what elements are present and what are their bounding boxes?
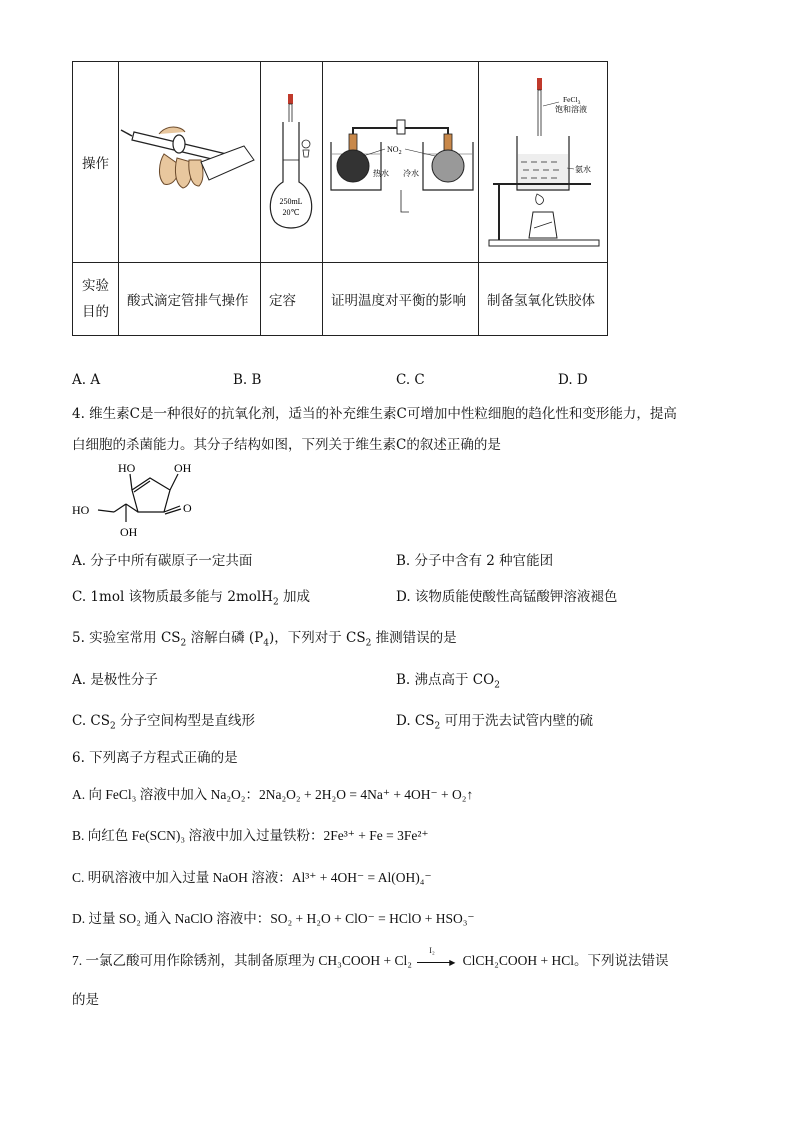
- q5-option-b-pre: B. 沸点高于 CO: [396, 672, 495, 688]
- q5-option-b[interactable]: [396, 668, 500, 691]
- q4-stem-line2: 白细胞的杀菌能力。其分子结构如图，下列关于维生素C的叙述正确的是: [72, 437, 501, 453]
- purpose-a: 酸式滴定管排气操作: [119, 263, 261, 336]
- hot-water-label: 热水: [373, 169, 389, 178]
- ammonia-label: 氨水: [575, 165, 591, 174]
- q5-option-b-sub: 2: [494, 680, 500, 691]
- cold-water-label: 冷水: [403, 169, 419, 178]
- q7-stem-line1: [72, 945, 669, 969]
- burette-hand-illustration: [119, 62, 260, 258]
- row-label-purpose: [73, 263, 119, 336]
- struct-oh-bottom: OH: [120, 525, 138, 539]
- q5-option-c-sub: 2: [110, 721, 116, 732]
- q6-option-a[interactable]: A. 向 FeCl₃ 溶液中加入 Na₂O₂：2Na₂O₂ + 2H₂O = 4Na⁺ + 4OH⁻ + O₂↑: [72, 787, 474, 802]
- q7-stem-pre: 7. 一氯乙酸可用作除锈剂，其制备原理为 CH₃COOH + Cl₂: [72, 953, 412, 968]
- struct-oh-left: HO: [118, 461, 136, 475]
- q7-stem-post: ClCH₂COOH + HCl。下列说法错误: [462, 953, 669, 968]
- q3-option-d[interactable]: D. D: [558, 372, 588, 388]
- q5-stem-pre: 5. 实验室常用 CS: [72, 630, 181, 646]
- fecl3-label: FeCl$_3$: [563, 95, 581, 106]
- operation-row: [73, 62, 608, 263]
- experiment-table: [72, 61, 608, 336]
- q7-stem-line2: 的是: [72, 992, 99, 1008]
- no2-label: $NO_2$: [387, 145, 402, 156]
- no2-equilibrium-figure: [323, 62, 479, 263]
- q5-option-d-post: 可用于洗去试管内壁的硫: [440, 713, 594, 729]
- struct-ho: HO: [72, 503, 90, 517]
- q4-option-d[interactable]: D. 该物质能使酸性高锰酸钾溶液褪色: [396, 589, 618, 605]
- q5-option-d-pre: D. CS: [396, 713, 435, 729]
- q6-option-c[interactable]: C. 明矾溶液中加入过量 NaOH 溶液：Al³⁺ + 4OH⁻ = Al(OH)₄⁻: [72, 870, 432, 885]
- q5-stem-sub3: 2: [365, 638, 372, 649]
- row-label-purpose-line2: 目的: [82, 304, 109, 320]
- purpose-c: 证明温度对平衡的影响: [323, 263, 479, 336]
- no2-flasks-illustration: [323, 62, 478, 258]
- q5-stem-post: 推测错误的是: [371, 630, 457, 646]
- purpose-d: 制备氢氧化铁胶体: [479, 263, 608, 336]
- q3-option-a[interactable]: A. A: [72, 372, 101, 388]
- q5-option-c-pre: C. CS: [72, 713, 111, 729]
- q4-option-c-pre: C. 1mol 该物质最多能与 2molH: [72, 589, 273, 605]
- colloid-prep-figure: [479, 62, 608, 263]
- reaction-arrow: I₂ ▶: [415, 955, 459, 969]
- q3-option-c[interactable]: C. C: [396, 372, 425, 388]
- q6-option-d[interactable]: D. 过量 SO₂ 通入 NaClO 溶液中：SO₂ + H₂O + ClO⁻ = HClO + HSO₃⁻: [72, 911, 475, 926]
- q5-stem-mid2: )，下列对于 CS: [268, 630, 366, 646]
- q5-option-d-sub: 2: [434, 721, 441, 732]
- burette-exhaust-figure: [119, 62, 261, 263]
- q4-stem-line1: 4. 维生素C是一种很好的抗氧化剂，适当的补充维生素C可增加中性粒细胞的趋化性和变形能力，提高: [72, 406, 677, 422]
- q4-option-c-post: 加成: [278, 589, 310, 605]
- struct-oh-right: OH: [174, 461, 192, 475]
- q5-option-a[interactable]: A. 是极性分子: [72, 672, 158, 688]
- q6-stem: 6. 下列离子方程式正确的是: [72, 750, 238, 766]
- q5-option-d[interactable]: [396, 709, 593, 732]
- q4-option-a[interactable]: A. 分子中所有碳原子一定共面: [72, 553, 253, 569]
- volumetric-flask-figure: [261, 62, 323, 263]
- q5-option-c[interactable]: [72, 709, 255, 732]
- vitamin-c-structure: [70, 456, 210, 540]
- q5-stem-sub: 2: [180, 638, 187, 649]
- q5-stem-mid: 溶解白磷 (P: [186, 630, 264, 646]
- q4-option-c-sub: 2: [272, 597, 279, 608]
- row-label-purpose-line1: 实验: [82, 278, 109, 294]
- q6-option-b[interactable]: B. 向红色 Fe(SCN)₃ 溶液中加入过量铁粉：2Fe³⁺ + Fe = 3Fe²⁺: [72, 828, 429, 843]
- q5-stem: [72, 626, 457, 649]
- q3-option-b[interactable]: B. B: [233, 372, 262, 388]
- q5-option-c-post: 分子空间构型是直线形: [115, 713, 256, 729]
- q5-stem-sub2: 4: [263, 638, 269, 649]
- q4-option-b[interactable]: B. 分子中含有 2 种官能团: [396, 553, 554, 569]
- catalyst-label: I₂: [429, 945, 435, 955]
- volumetric-flask-illustration: [261, 62, 322, 258]
- colloid-apparatus-illustration: [479, 62, 607, 258]
- purpose-row: [73, 263, 608, 336]
- struct-o: O: [183, 501, 192, 515]
- purpose-b: 定容: [261, 263, 323, 336]
- flask-label-temp: 20℃: [282, 208, 300, 217]
- flask-label-volume: 250mL: [279, 197, 303, 206]
- row-label-operation: 操作: [73, 62, 119, 263]
- q4-option-c[interactable]: [72, 585, 310, 608]
- saturated-solution-label: 饱和溶液: [555, 105, 587, 114]
